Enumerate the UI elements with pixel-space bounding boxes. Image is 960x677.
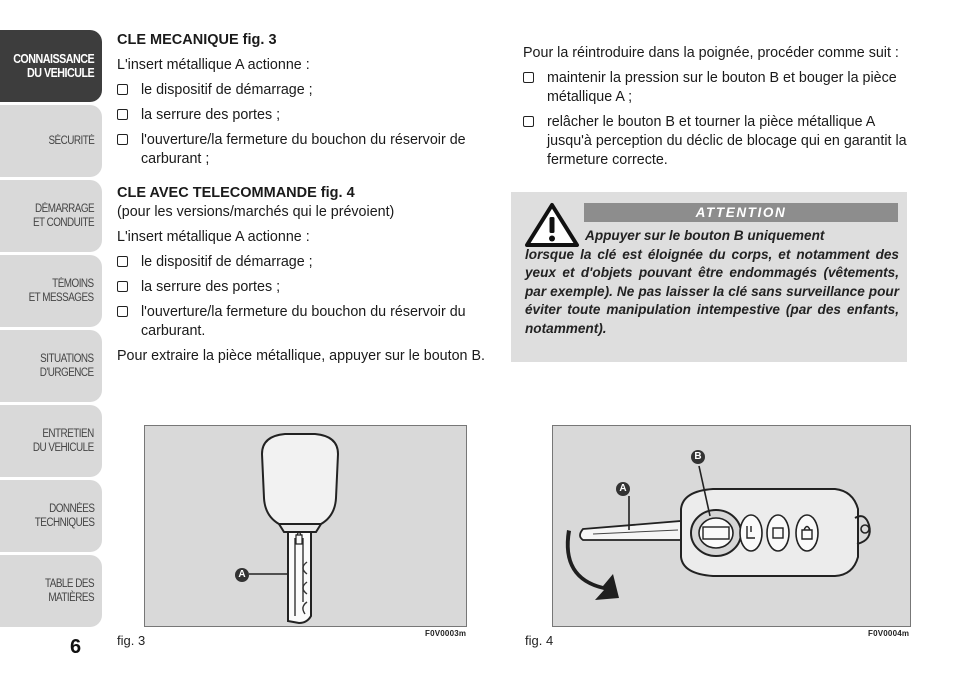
heading-cle-avec-telecommande: CLE AVEC TELECOMMANDE fig. 4 — [117, 185, 355, 201]
tab-label: TÉMOINS ET MESSAGES — [28, 278, 94, 304]
list-item — [117, 131, 501, 169]
tab-securite[interactable] — [0, 105, 102, 177]
tab-table-des-matieres[interactable] — [0, 555, 102, 627]
tab-connaissance-du-vehicule[interactable] — [0, 30, 102, 102]
attention-title: ATTENTION — [584, 203, 898, 222]
checkbox-bullet-icon — [117, 306, 128, 317]
figure-3-caption: fig. 3 — [117, 633, 146, 648]
attention-body: lorsque la clé est éloignée du corps, et notamment des yeux et d'objets pouvant être endommagés (vêtements, par exemple). Ne pas laisser la clé sans surveillance pour éviter toute manipulation intempestive (par des enfants, notamment). — [525, 246, 899, 336]
list-item — [523, 113, 909, 170]
paragraph-subtitle: (pour les versions/marchés qui le prévoient) — [117, 204, 395, 220]
list-item-text: maintenir la pression sur le bouton B et bouger la pièce métallique A ; — [547, 70, 897, 105]
tab-label: DÉMARRAGE ET CONDUITE — [32, 203, 94, 229]
checkbox-bullet-icon — [523, 116, 534, 127]
list-item-text: le dispositif de démarrage ; — [141, 82, 313, 98]
attention-text — [525, 227, 899, 339]
tab-label: CONNAISSANCE DU VEHICULE — [12, 52, 94, 80]
list-item — [523, 69, 909, 107]
list-item-text: la serrure des portes ; — [141, 279, 281, 295]
figure-3-mechanical-key — [144, 425, 467, 627]
tab-label: ENTRETIEN DU VEHICULE — [33, 428, 94, 454]
tab-label: SÉCURITÉ — [48, 135, 94, 147]
tab-label: SITUATIONS D'URGENCE — [40, 353, 94, 379]
figure-4-code: F0V0004m — [868, 629, 910, 638]
list-item — [117, 303, 501, 341]
tab-entretien-du-vehicule[interactable] — [0, 405, 102, 477]
list-item-text: l'ouverture/la fermeture du bouchon du réservoir du carburant. — [141, 304, 466, 339]
list-item — [117, 253, 501, 272]
tab-donnees-techniques[interactable] — [0, 480, 102, 552]
list-item-text: l'ouverture/la fermeture du bouchon du réservoir de carburant ; — [141, 132, 466, 167]
figure-4-caption: fig. 4 — [525, 633, 554, 648]
list-item — [117, 106, 501, 125]
list-item — [117, 81, 501, 100]
mechanical-key-illustration — [145, 426, 466, 626]
attention-line-1: Appuyer sur le bouton B uniquement — [585, 228, 825, 243]
tab-temoins-et-messages[interactable] — [0, 255, 102, 327]
tab-situations-d-urgence[interactable] — [0, 330, 102, 402]
list-item-text: relâcher le bouton B et tourner la pièce métallique A jusqu'à perception du déclic de blocage qui en garantit la fermeture correcte. — [547, 114, 907, 168]
paragraph: L'insert métallique A actionne : — [117, 229, 310, 245]
remote-key-illustration — [553, 426, 910, 626]
list-item-text: le dispositif de démarrage ; — [141, 254, 313, 270]
left-column — [117, 31, 501, 366]
tab-label: TABLE DES MATIÈRES — [44, 578, 94, 604]
checkbox-bullet-icon — [117, 84, 128, 95]
figure-3-code: F0V0003m — [425, 629, 467, 638]
checkbox-bullet-icon — [117, 109, 128, 120]
tab-demarrage-et-conduite[interactable] — [0, 180, 102, 252]
checkbox-bullet-icon — [523, 72, 534, 83]
tab-label: DONNÉES TECHNIQUES — [34, 503, 94, 529]
paragraph: Pour la réintroduire dans la poignée, procéder comme suit : — [523, 45, 899, 61]
right-column — [523, 44, 909, 170]
heading-cle-mecanique: CLE MECANIQUE fig. 3 — [117, 32, 277, 48]
list-item-text: la serrure des portes ; — [141, 107, 281, 123]
checkbox-bullet-icon — [117, 281, 128, 292]
page-number: 6 — [70, 636, 82, 658]
checkbox-bullet-icon — [117, 256, 128, 267]
attention-box — [511, 192, 907, 362]
label-a: A — [238, 569, 246, 580]
paragraph: L'insert métallique A actionne : — [117, 57, 310, 73]
paragraph: Pour extraire la pièce métallique, appuyer sur le bouton B. — [117, 348, 485, 364]
list-item — [117, 278, 501, 297]
checkbox-bullet-icon — [117, 134, 128, 145]
label-a: A — [619, 483, 627, 494]
label-b: B — [694, 451, 702, 462]
figure-4-remote-key — [552, 425, 911, 627]
